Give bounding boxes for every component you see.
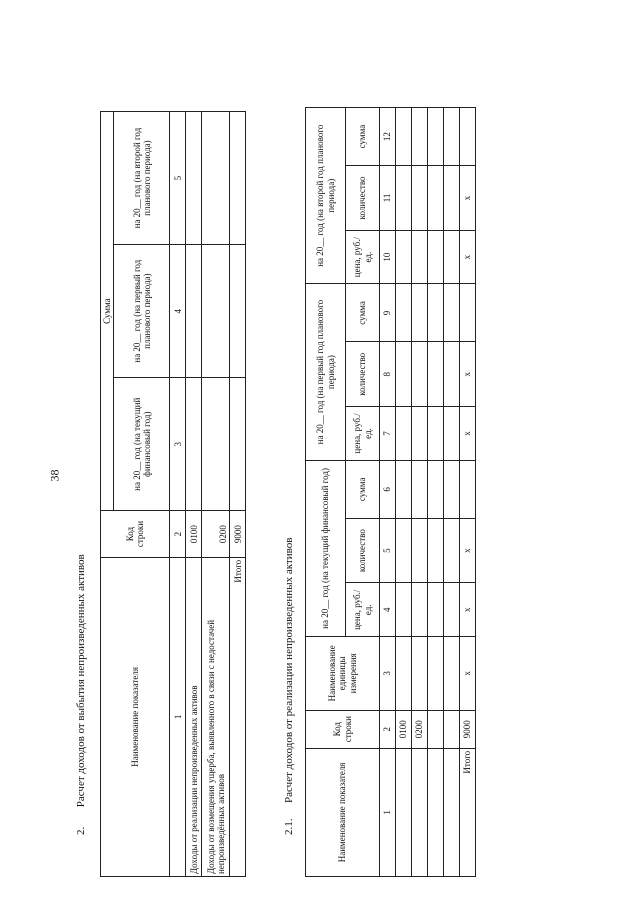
s21-cell[interactable] <box>412 284 428 342</box>
s21-total-label: Итого <box>460 748 476 876</box>
s21-header-year-second: на 20__ год (на второй год планового периода) <box>306 108 346 284</box>
s21-cell[interactable] <box>444 637 460 710</box>
s21-cell[interactable] <box>396 108 412 166</box>
s21-cell[interactable] <box>460 460 476 518</box>
s21-cell[interactable] <box>412 637 428 710</box>
s21-header-sum: сумма <box>346 284 380 342</box>
s2-cell[interactable] <box>230 378 246 511</box>
s21-cell[interactable] <box>428 166 444 231</box>
s21-cell[interactable] <box>444 284 460 342</box>
s21-cell[interactable] <box>428 108 444 166</box>
s21-cell[interactable] <box>444 583 460 637</box>
s21-cell[interactable] <box>396 407 412 461</box>
s21-cell[interactable] <box>444 748 460 876</box>
table-row <box>428 108 444 877</box>
s21-cell[interactable] <box>412 108 428 166</box>
s21-header-price: цена, руб./ед. <box>346 583 380 637</box>
s21-row-code <box>444 710 460 748</box>
section-2-1-number: 2.1. <box>283 818 295 835</box>
table-row <box>202 112 230 877</box>
s21-header-unit: Наименование единицы измерения <box>306 637 380 710</box>
s21-colnum: 9 <box>380 284 396 342</box>
s2-cell[interactable] <box>202 112 230 245</box>
s21-header-quantity: количество <box>346 518 380 583</box>
s21-header-price: цена, руб./ед. <box>346 230 380 284</box>
section-2-table <box>100 111 246 877</box>
table-row <box>444 108 460 877</box>
s21-cell[interactable] <box>428 284 444 342</box>
s2-row-name: Доходы от реализации непроизведенных активов <box>186 557 202 876</box>
table-row <box>412 108 428 877</box>
s21-cell[interactable] <box>428 342 444 407</box>
s2-row-code: 0200 <box>202 511 230 558</box>
s21-colnum: 1 <box>380 748 396 876</box>
s21-cell[interactable] <box>444 342 460 407</box>
s2-cell[interactable] <box>202 245 230 378</box>
s21-total-x: x <box>460 342 476 407</box>
s21-cell[interactable] <box>460 108 476 166</box>
s21-header-quantity: количество <box>346 166 380 231</box>
s21-row-code <box>428 710 444 748</box>
s21-colnum: 4 <box>380 583 396 637</box>
s21-cell[interactable] <box>428 230 444 284</box>
s21-colnum: 3 <box>380 637 396 710</box>
s21-cell[interactable] <box>412 518 428 583</box>
s21-row-code: 0200 <box>412 710 428 748</box>
s21-cell[interactable] <box>428 637 444 710</box>
section-2-number: 2. <box>75 826 87 835</box>
s21-cell[interactable] <box>428 518 444 583</box>
s21-cell[interactable] <box>412 230 428 284</box>
section-2-1-heading <box>283 538 295 835</box>
s21-header-name: Наименование показателя <box>306 748 380 876</box>
s2-colnum: 4 <box>170 245 186 378</box>
s21-colnum: 12 <box>380 108 396 166</box>
s21-cell[interactable] <box>428 748 444 876</box>
s21-cell[interactable] <box>396 518 412 583</box>
s21-cell[interactable] <box>412 748 428 876</box>
s21-cell[interactable] <box>412 583 428 637</box>
s21-cell[interactable] <box>444 460 460 518</box>
s21-header-year-current: на 20__ год (на текущий финансовый год) <box>306 460 346 636</box>
s21-header-price: цена, руб./ед. <box>346 407 380 461</box>
s21-header-sum: сумма <box>346 108 380 166</box>
table-row <box>186 112 202 877</box>
s21-cell[interactable] <box>412 407 428 461</box>
s21-cell[interactable] <box>444 166 460 231</box>
s2-header-year-current: на 20__ год (на текущий финансовый год) <box>114 378 170 511</box>
s21-cell[interactable] <box>412 342 428 407</box>
s2-total-label: Итого <box>230 557 246 876</box>
s21-cell[interactable] <box>444 407 460 461</box>
s2-cell[interactable] <box>230 112 246 245</box>
s21-cell[interactable] <box>396 342 412 407</box>
s21-total-x: x <box>460 637 476 710</box>
s2-header-name: Наименование показателя <box>101 557 170 876</box>
section-2-title: Расчет доходов от выбытия непроизведенных активов <box>75 554 87 808</box>
s2-cell[interactable] <box>202 378 230 511</box>
s21-total-code: 9000 <box>460 710 476 748</box>
s21-cell[interactable] <box>396 284 412 342</box>
s21-cell[interactable] <box>396 460 412 518</box>
s21-total-x: x <box>460 407 476 461</box>
s21-cell[interactable] <box>444 108 460 166</box>
s2-colnum: 5 <box>170 112 186 245</box>
s21-cell[interactable] <box>428 583 444 637</box>
table-row-total <box>460 108 476 877</box>
table-row-total <box>230 112 246 877</box>
s2-row-name: Доходы от возмещения ущерба, выявленного в связи с недостачей непроизведённых активов <box>202 557 230 876</box>
s21-colnum: 7 <box>380 407 396 461</box>
section-2-1-title: Расчет доходов от реализации непроизведенных активов <box>283 537 295 803</box>
s21-cell[interactable] <box>444 230 460 284</box>
s2-colnum: 2 <box>170 511 186 558</box>
s21-cell[interactable] <box>428 460 444 518</box>
s21-row-code: 0100 <box>396 710 412 748</box>
s21-cell[interactable] <box>460 284 476 342</box>
s21-colnum: 10 <box>380 230 396 284</box>
s21-cell[interactable] <box>396 637 412 710</box>
s21-colnum: 2 <box>380 710 396 748</box>
s2-colnum: 3 <box>170 378 186 511</box>
s21-cell[interactable] <box>396 230 412 284</box>
s2-cell[interactable] <box>230 245 246 378</box>
table-row <box>396 108 412 877</box>
s2-cell[interactable] <box>186 245 202 378</box>
s21-cell[interactable] <box>412 166 428 231</box>
section-2-heading <box>75 554 87 835</box>
s2-total-code: 9000 <box>230 511 246 558</box>
s2-cell[interactable] <box>186 378 202 511</box>
s21-colnum: 11 <box>380 166 396 231</box>
s2-row-code: 0100 <box>186 511 202 558</box>
s2-header-code: Код строки <box>101 511 170 558</box>
s21-header-year-first: на 20__ год (на первый год планового периода) <box>306 284 346 460</box>
s21-total-x: x <box>460 230 476 284</box>
s21-header-sum: сумма <box>346 460 380 518</box>
page-number: 38 <box>47 469 62 482</box>
s21-cell[interactable] <box>396 166 412 231</box>
s2-header-year-second: на 20__ год (на второй год планового периода) <box>114 112 170 245</box>
s2-cell[interactable] <box>186 112 202 245</box>
s21-colnum: 8 <box>380 342 396 407</box>
s2-colnum: 1 <box>170 557 186 876</box>
s21-cell[interactable] <box>412 460 428 518</box>
s21-cell[interactable] <box>396 748 412 876</box>
s21-cell[interactable] <box>396 583 412 637</box>
s21-colnum: 5 <box>380 518 396 583</box>
s21-cell[interactable] <box>444 518 460 583</box>
s2-header-year-first: на 20__ год (на первый год планового периода) <box>114 245 170 378</box>
s21-header-code: Код строки <box>306 710 380 748</box>
s2-header-sum: Сумма <box>101 112 114 511</box>
s21-colnum: 6 <box>380 460 396 518</box>
s21-total-x: x <box>460 583 476 637</box>
section-2-1-table <box>305 107 476 877</box>
s21-cell[interactable] <box>428 407 444 461</box>
s21-header-quantity: количество <box>346 342 380 407</box>
s21-total-x: x <box>460 518 476 583</box>
s21-total-x: x <box>460 166 476 231</box>
